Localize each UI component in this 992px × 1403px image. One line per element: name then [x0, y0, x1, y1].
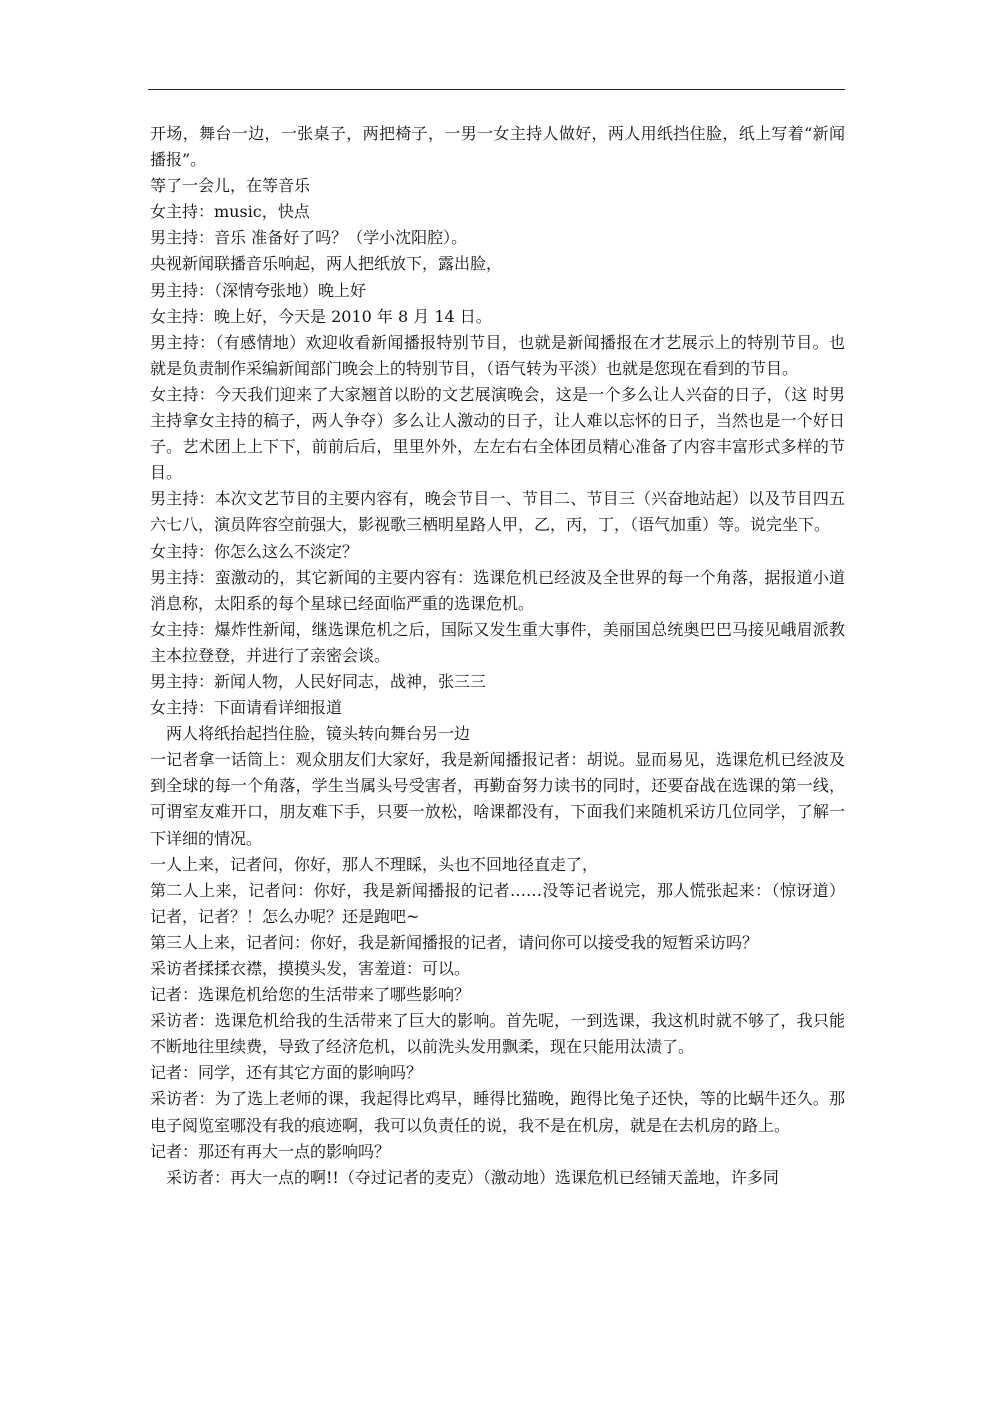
paragraph: 采访者：选课危机给我的生活带来了巨大的影响。首先呢，一到选课，我这机时就不够了，我只能不断地往里续费，导致了经济危机，以前洗头发用飘柔，现在只能用汰渍了。 — [150, 1011, 845, 1057]
document-body — [150, 121, 845, 1191]
header-rule — [148, 89, 845, 90]
paragraph: 女主持：你怎么这么不淡定？ — [150, 541, 359, 561]
paragraph: 两人将纸抬起挡住脸，镜头转向舞台另一边 — [166, 724, 471, 744]
paragraph: 采访者揉揉衣襟，摸摸头发，害羞道：可以。 — [150, 959, 471, 978]
paragraph: 女主持：下面请看详细报道 — [150, 698, 343, 718]
paragraph: 等了一会儿，在等音乐 — [150, 176, 311, 196]
paragraph: 记者：同学，还有其它方面的影响吗？ — [150, 1063, 423, 1083]
paragraph: 男主持：（深情夸张地）晚上好 — [150, 280, 367, 300]
paragraph: 第三人上来，记者问：你好，我是新闻播报的记者，请问你可以接受我的短暂采访吗？ — [150, 932, 759, 952]
paragraph: 男主持：（有感情地）欢迎收看新闻播报特别节目，也就是新闻播报在才艺展示上的特别节目。也就是负责制作采编新闻部门晚会上的特别节目，（语气转为平淡）也就是您现在看到的节目。 — [150, 332, 845, 378]
paragraph: 一记者拿一话筒上：观众朋友们大家好，我是新闻播报记者：胡说。显而易见，选课危机已经波及到全球的每一个角落，学生当属头号受害者，再勤奋努力读书的同时，还要奋战在选课的第一线，可谓室友难开口，朋友难下手，只要一放松，啥课都没有，下面我们来随机采访几位同学，了解一下详细的情况。 — [150, 750, 845, 848]
paragraph: 记者：那还有再大一点的影响吗？ — [150, 1141, 391, 1161]
paragraph: 女主持：晚上好，今天是 2010 年 8 月 14 日。 — [150, 306, 492, 326]
paragraph: 央视新闻联播音乐响起，两人把纸放下，露出脸， — [150, 254, 503, 274]
paragraph: 一人上来，记者问，你好，那人不理睬，头也不回地径直走了， — [150, 854, 599, 874]
paragraph: 采访者：再大一点的啊!!（夺过记者的麦克）（激动地）选课危机已经铺天盖地，许多同 — [166, 1167, 779, 1187]
paragraph: 男主持：新闻人物，人民好同志，战神，张三三 — [150, 671, 487, 691]
paragraph: 开场，舞台一边，一张桌子，两把椅子，一男一女主持人做好，两人用纸挡住脸，纸上写着“新闻播报”。 — [150, 124, 845, 170]
paragraph: 男主持：本次文艺节目的主要内容有，晚会节目一、节目二、节目三（兴奋地站起）以及节目四五六七八，演员阵容空前强大，影视歌三栖明星路人甲，乙，丙，丁，（语气加重）等。说完坐下。 — [150, 489, 845, 535]
paragraph: 采访者：为了选上老师的课，我起得比鸡早，睡得比猫晚，跑得比兔子还快，等的比蜗牛还久。那电子阅览室哪没有我的痕迹啊，我可以负责任的说，我不是在机房，就是在去机房的路上。 — [150, 1089, 845, 1135]
paragraph: 女主持：爆炸性新闻，继选课危机之后，国际又发生重大事件，美丽国总统奥巴巴马接见峨眉派教主本拉登登，并进行了亲密会谈。 — [150, 619, 845, 665]
paragraph: 女主持：今天我们迎来了大家翘首以盼的文艺展演晚会，这是一个多么让人兴奋的日子，（这 时男主持拿女主持的稿子，两人争夺）多么让人激动的日子，让人难以忘怀的日子，当然也是一个好日子。艺术团上上下下，前前后后，里里外外，左左右右全体团员精心准备了内容丰富形式多样的节目。 — [150, 384, 845, 483]
paragraph: 男主持：音乐 准备好了吗？（学小沈阳腔）。 — [150, 228, 468, 248]
paragraph: 女主持：music，快点 — [150, 202, 310, 222]
paragraph: 男主持：蛮激动的，其它新闻的主要内容有：选课危机已经波及全世界的每一个角落，据报道小道消息称，太阳系的每个星球已经面临严重的选课危机。 — [150, 567, 845, 613]
paragraph: 第二人上来，记者问：你好，我是新闻播报的记者……没等记者说完，那人慌张起来：（惊讶道）记者，记者？！怎么办呢？还是跑吧~ — [150, 880, 845, 926]
paragraph: 记者：选课危机给您的生活带来了哪些影响？ — [150, 985, 471, 1005]
